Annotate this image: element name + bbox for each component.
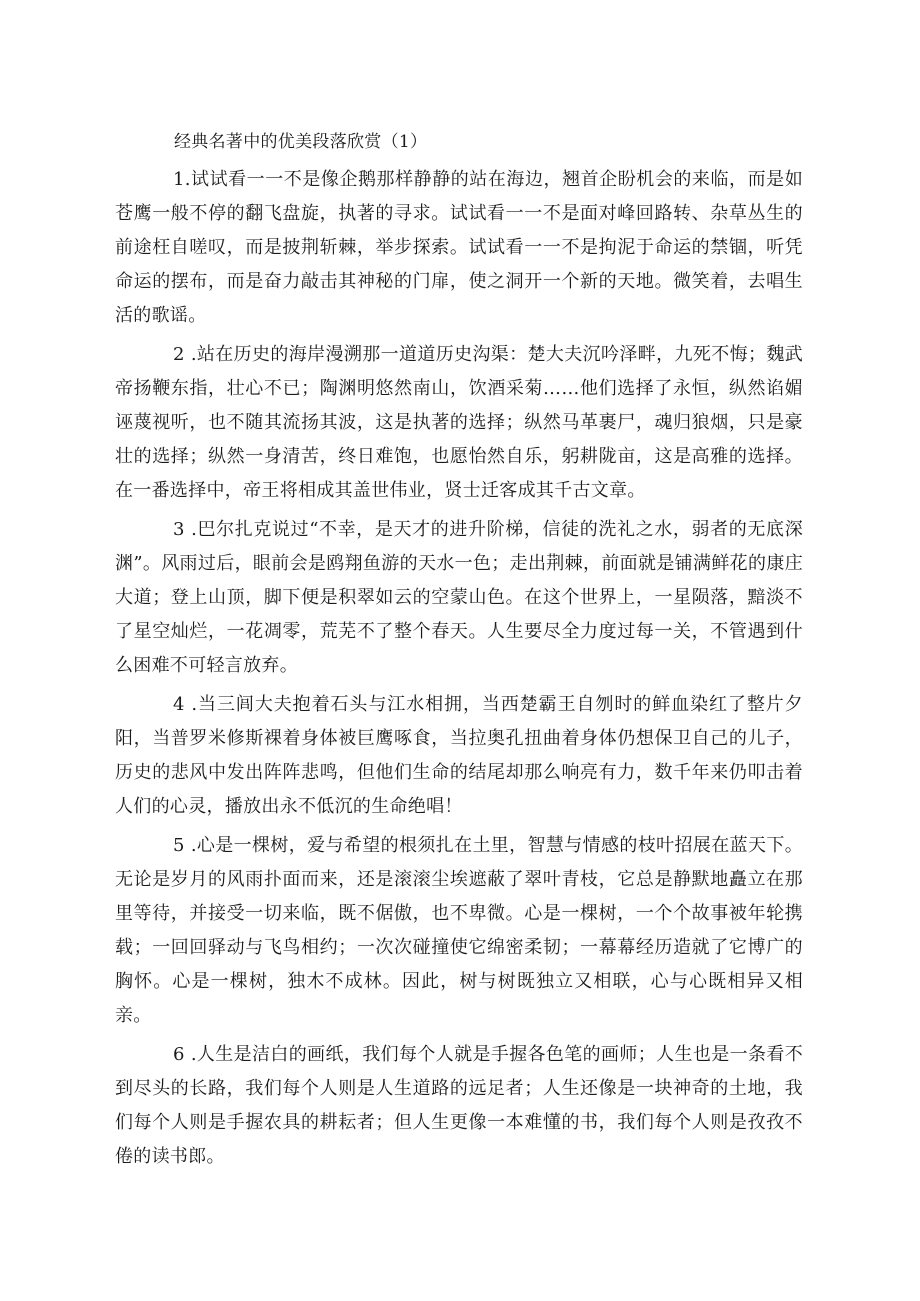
paragraph-3: 3 .巴尔扎克说过“不幸，是天才的进升阶梯，信徒的洗礼之水，弱者的无底深渊”。风雨过后，眼前会是鸥翔鱼游的天水一色；走出荆棘，前面就是铺满鲜花的康庄大道；登上山顶，脚下便是积翠如云的空蒙山色。在这个世界上，一星陨落，黯淡不了星空灿烂，一花凋零，荒芜不了整个春天。人生要尽全力度过每一关，不管遇到什么困难不可轻言放弃。 (115, 519, 803, 676)
document-body (115, 127, 803, 1179)
paragraph-2: 2 .站在历史的海岸漫溯那一道道历史沟渠：楚大夫沉吟泽畔，九死不悔；魏武帝扬鞭东指，壮心不已；陶渊明悠然南山，饮酒采菊……他们选择了永恒，纵然谄媚诬蔑视听，也不随其流扬其波，这是执著的选择；纵然马革裹尸，魂归狼烟，只是豪壮的选择；纵然一身清苦，终日难饱，也愿怡然自乐，躬耕陇亩，这是高雅的选择。在一番选择中，帝王将相成其盖世伟业，贤士迁客成其千古文章。 (115, 344, 803, 501)
document-title: 经典名著中的优美段落欣赏（1） (174, 132, 428, 152)
paragraph-5: 5 .心是一棵树，爱与希望的根须扎在土里，智慧与情感的枝叶招展在蓝天下。无论是岁月的风雨扑面而来，还是滚滚尘埃遮蔽了翠叶青枝，它总是静默地矗立在那里等待，并接受一切来临，既不倨傲，也不卑微。心是一棵树，一个个故事被年轮携载；一回回驿动与飞鸟相约；一次次碰撞使它绵密柔韧；一幕幕经历造就了它博广的胸怀。心是一棵树，独木不成林。因此，树与树既独立又相联，心与心既相异又相亲。 (115, 835, 803, 1026)
paragraph-6: 6 .人生是洁白的画纸，我们每个人就是手握各色笔的画师；人生也是一条看不到尽头的长路，我们每个人则是人生道路的远足者；人生还像是一块神奇的土地，我们每个人则是手握农具的耕耘者；但人生更像一本难懂的书，我们每个人则是孜孜不倦的读书郎。 (115, 1044, 803, 1167)
paragraph-4: 4 .当三闾大夫抱着石头与江水相拥，当西楚霸王自刎时的鲜血染红了整片夕阳，当普罗米修斯裸着身体被巨鹰啄食，当拉奥孔扭曲着身体仍想保卫自己的儿子，历史的悲风中发出阵阵悲鸣，但他们生命的结尾却那么响亮有力，数千年来仍叩击着人们的心灵，播放出永不低沉的生命绝唱！ (115, 694, 803, 817)
paragraph-1: 1.试试看一一不是像企鹅那样静静的站在海边，翘首企盼机会的来临，而是如苍鹰一般不停的翻飞盘旋，执著的寻求。试试看一一不是面对峰回路转、杂草丛生的前途枉自嗟叹，而是披荆斩棘，举步探索。试试看一一不是拘泥于命运的禁锢，听凭命运的摆布，而是奋力敲击其神秘的门扉，使之洞开一个新的天地。微笑着，去唱生活的歌谣。 (115, 169, 803, 326)
